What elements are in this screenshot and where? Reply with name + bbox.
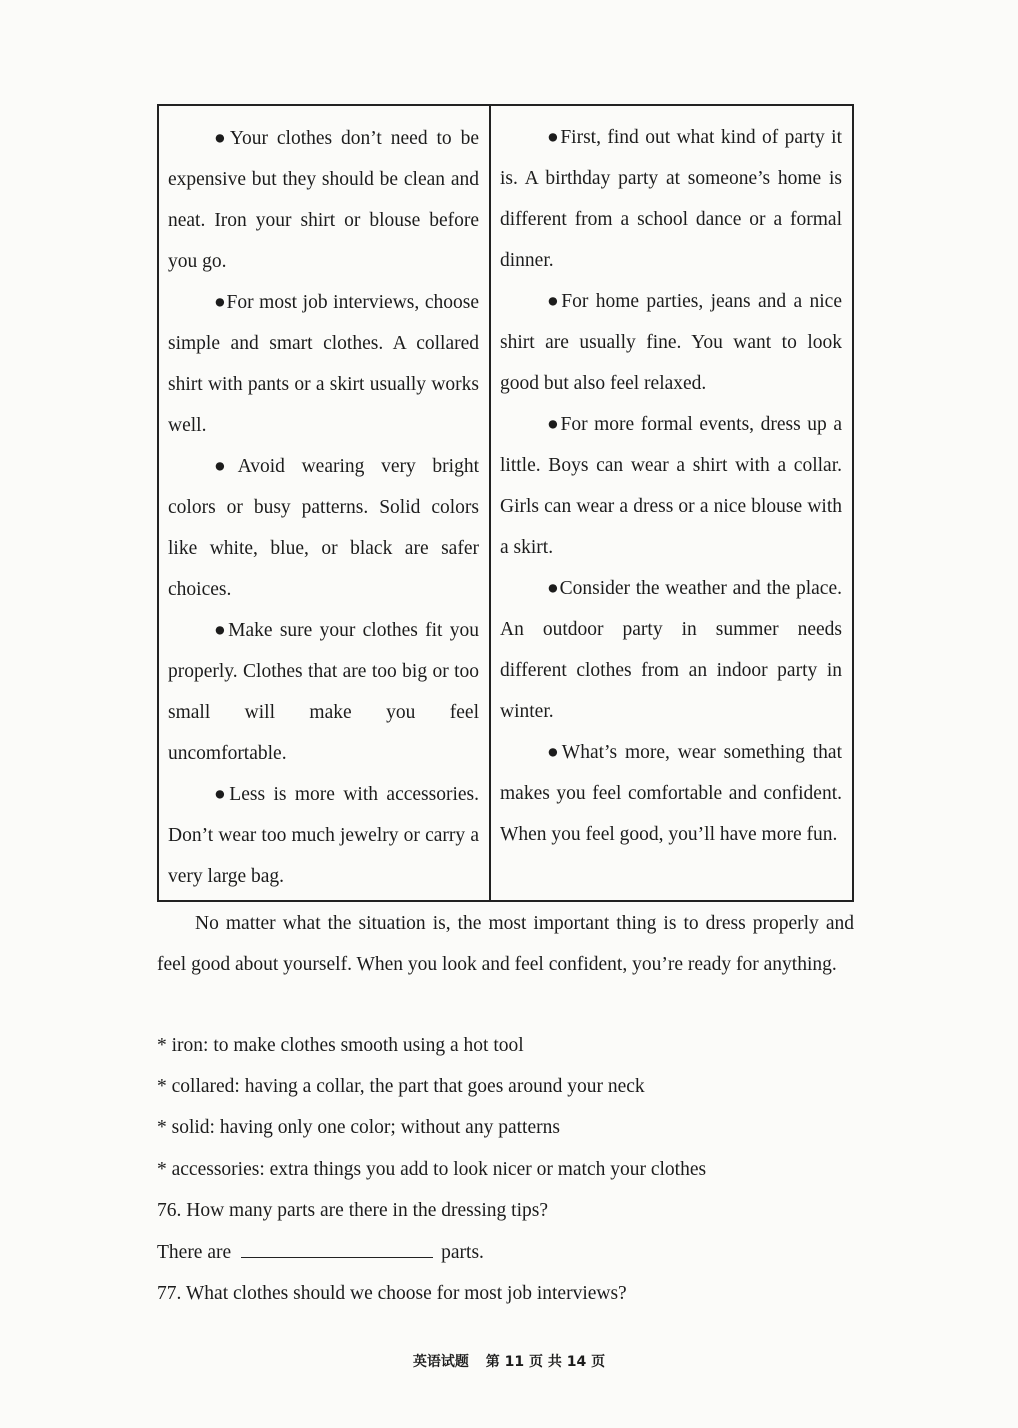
tip-avoid-bright: ●Avoid wearing very bright colors or busy patterns. Solid colors like white, blue, or black are safer choices. <box>168 456 479 600</box>
job-interview-tips-column <box>159 106 491 900</box>
footer-page-number: 第 11 页 共 14 页 <box>485 1354 606 1370</box>
glossary-collared: * collared: having a collar, the part that goes around your neck <box>157 1076 645 1097</box>
dressing-tips-table <box>157 104 854 902</box>
answer-blank[interactable] <box>241 1241 433 1258</box>
glossary-accessories: * accessories: extra things you add to look nicer or match your clothes <box>157 1159 707 1180</box>
tip-formal-events: ●For more formal events, dress up a little. Boys can wear a shirt with a collar. Girls can wear a dress or a nice blouse with a skirt. <box>500 414 842 558</box>
footer-subject: 英语试题 <box>412 1354 469 1370</box>
tip-party-kind: ●First, find out what kind of party it is. A birthday party at someone’s home is different from a school dance or a formal dinner. <box>500 127 842 271</box>
tip-home-parties: ●For home parties, jeans and a nice shirt are usually fine. You want to look good but also feel relaxed. <box>500 291 842 394</box>
party-tips-column <box>491 106 852 900</box>
glossary-solid: * solid: having only one color; without any patterns <box>157 1117 560 1138</box>
question-76-answer-line <box>157 1232 484 1273</box>
page-footer <box>0 1350 1018 1374</box>
question-77: 77. What clothes should we choose for most job interviews? <box>157 1283 627 1304</box>
closing-paragraph: No matter what the situation is, the most important thing is to dress properly and feel good about yourself. When you look and feel confident, you’re ready for anything. <box>157 913 854 975</box>
tip-simple-smart: ●For most job interviews, choose simple and smart clothes. A collared shirt with pants or a skirt usually works well. <box>168 292 479 436</box>
tip-fit-properly: ●Make sure your clothes fit you properly. Clothes that are too big or too small will make you feel uncomfortable. <box>168 620 479 764</box>
answer-prefix: There are <box>157 1242 232 1263</box>
tip-clean-neat: ●Your clothes don’t need to be expensive but they should be clean and neat. Iron your shirt or blouse before you go. <box>168 128 479 272</box>
question-76: 76. How many parts are there in the dressing tips? <box>157 1200 548 1221</box>
glossary-iron: * iron: to make clothes smooth using a hot tool <box>157 1035 524 1056</box>
tip-comfortable: ●What’s more, wear something that makes you feel comfortable and confident. When you feel good, you’ll have more fun. <box>500 742 842 845</box>
tip-weather-place: ●Consider the weather and the place. An outdoor party in summer needs different clothes from an indoor party in winter. <box>500 578 842 722</box>
answer-suffix: parts. <box>441 1242 484 1263</box>
tip-accessories: ●Less is more with accessories. Don’t wear too much jewelry or carry a very large bag. <box>168 784 479 887</box>
